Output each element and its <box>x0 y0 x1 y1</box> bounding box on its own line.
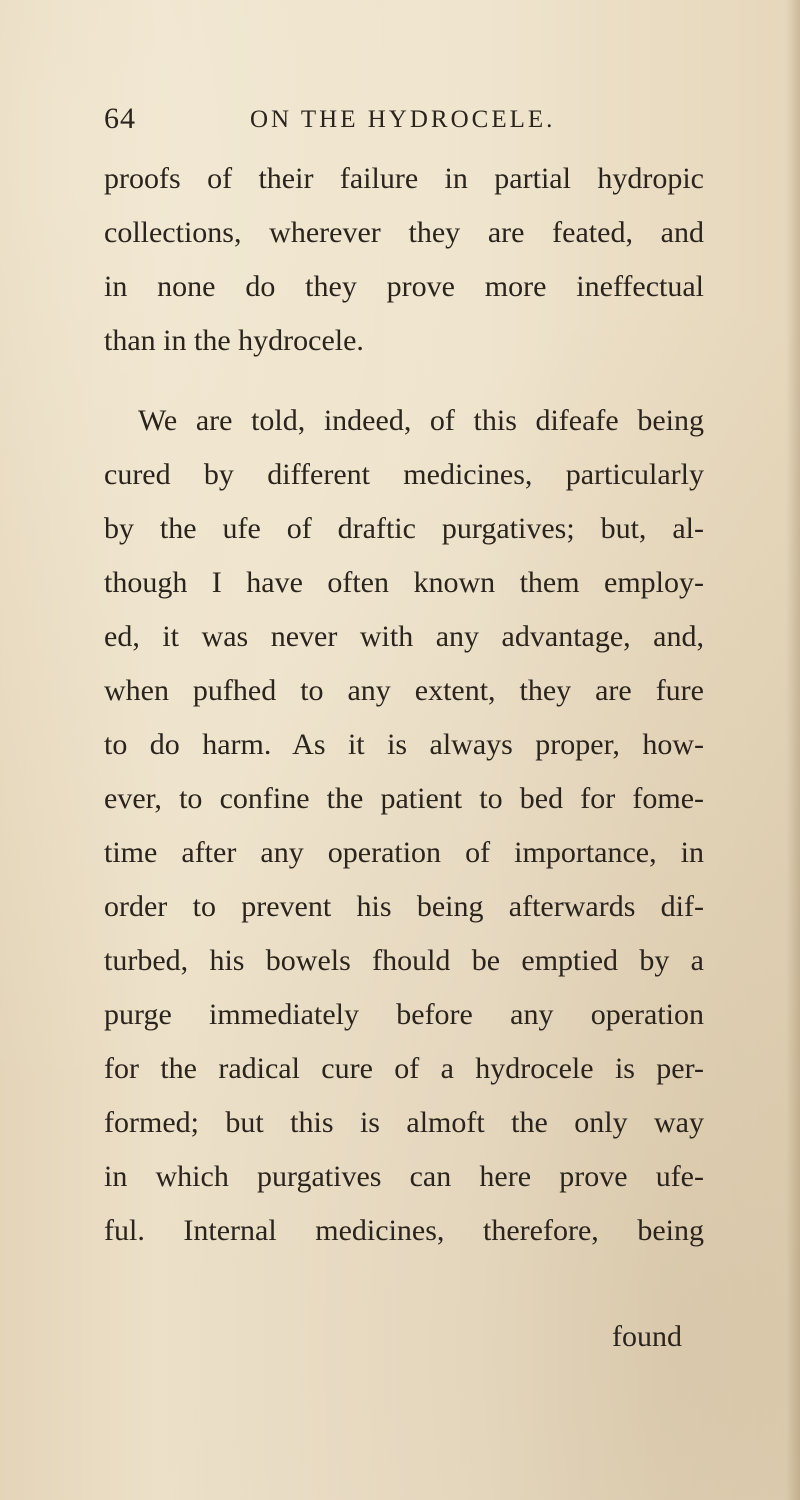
text-line: though I have often known them employ- <box>104 566 704 599</box>
text-line: proofs of their failure in partial hydropic <box>104 162 704 195</box>
text-line: turbed, his bowels fhould be emptied by a <box>104 944 704 977</box>
text-line: than in the hydrocele. <box>104 324 364 357</box>
page-header <box>104 102 704 146</box>
text-line: in none do they prove more ineffectual <box>104 270 704 303</box>
text-line: in which purgatives can here prove ufe- <box>104 1160 704 1193</box>
body-text <box>104 152 704 1258</box>
text-line: purge immediately before any operation <box>104 998 704 1031</box>
catchword: found <box>612 1320 682 1353</box>
page-number: 64 <box>104 102 136 135</box>
text-line: ful. Internal medicines, therefore, being <box>104 1214 704 1247</box>
text-line: time after any operation of importance, in <box>104 836 704 869</box>
text-line: ever, to confine the patient to bed for fome- <box>104 782 704 815</box>
text-line: by the ufe of draftic purgatives; but, al- <box>104 512 704 545</box>
text-line: for the radical cure of a hydrocele is per- <box>104 1052 704 1085</box>
text-line: order to prevent his being afterwards dif- <box>104 890 704 923</box>
page-edge-shadow <box>786 0 800 1500</box>
text-line: We are told, indeed, of this difeafe being <box>138 404 704 437</box>
text-line: ed, it was never with any advantage, and, <box>104 620 704 653</box>
running-head: ON THE HYDROCELE. <box>250 106 556 133</box>
text-line: cured by different medicines, particularly <box>104 458 704 491</box>
text-line: when pufhed to any extent, they are fure <box>104 674 704 707</box>
text-line: formed; but this is almoft the only way <box>104 1106 704 1139</box>
text-line: to do harm. As it is always proper, how- <box>104 728 704 761</box>
paragraph-break <box>104 368 704 394</box>
text-line: collections, wherever they are feated, and <box>104 216 704 249</box>
